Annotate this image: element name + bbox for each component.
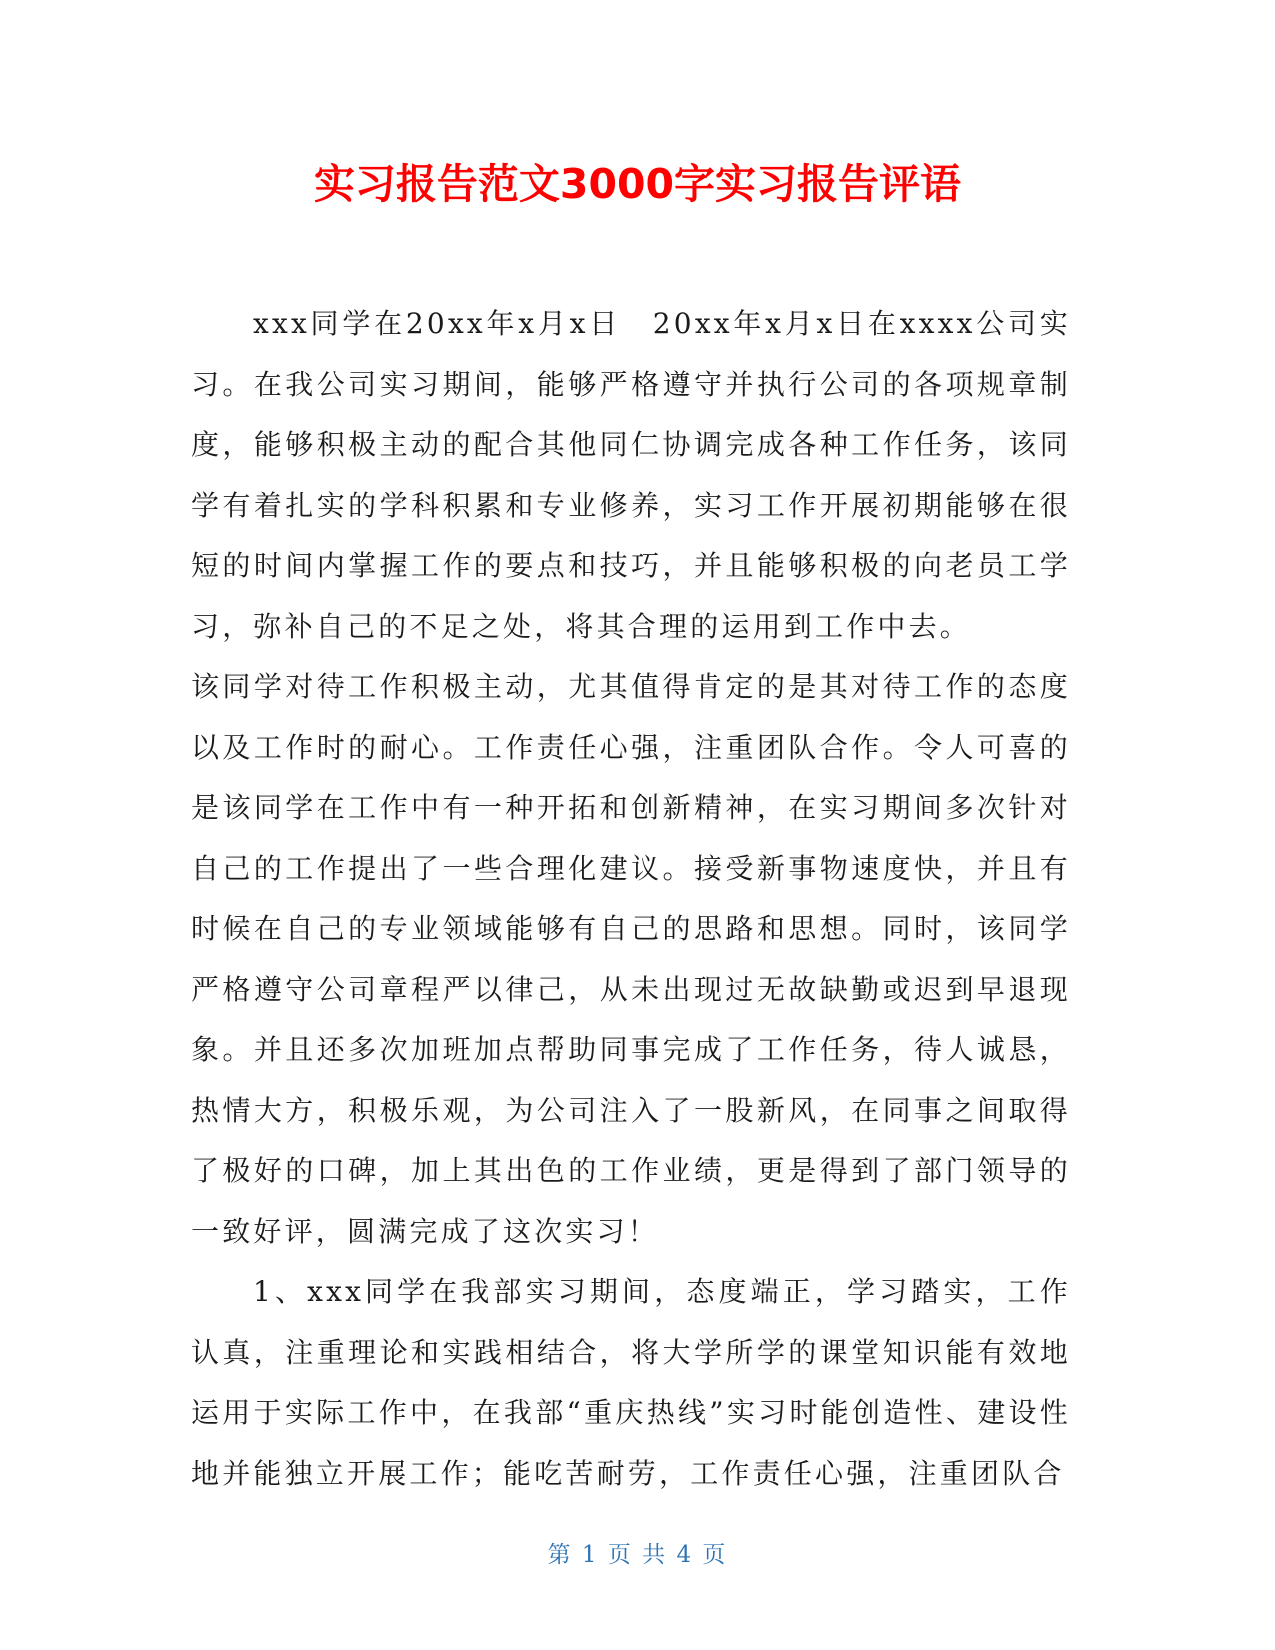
paragraph-1: xxx同学在20xx年x月x日 20xx年x月x日在xxxx公司实习。在我公司实习期间，能够严格遵守并执行公司的各项规章制度，能够积极主动的配合其他同仁协调完成各种工作任务，该同学有着扎实的学科积累和专业修养，实习工作开展初期能够在很短的时间内掌握工作的要点和技巧，并且能够积极的向老员工学习，弥补自己的不足之处，将其合理的运用到工作中去。 xyxy=(191,307,1071,643)
document-title: 实习报告范文3000字实习报告评语 xyxy=(313,160,962,208)
document-body xyxy=(191,294,1071,1504)
paragraph-3: 1、xxx同学在我部实习期间，态度端正，学习踏实，工作认真，注重理论和实践相结合，将大学所学的课堂知识能有效地运用于实际工作中，在我部“重庆热线”实习时能创造性、建设性地并能独立开展工作；能吃苦耐劳，工作责任心强，注重团队合 xyxy=(191,1275,1071,1490)
page-footer xyxy=(0,1540,1275,1570)
page-number-label: 第 1 页 共 4 页 xyxy=(547,1542,728,1568)
paragraph-2: 该同学对待工作积极主动，尤其值得肯定的是其对待工作的态度以及工作时的耐心。工作责任心强，注重团队合作。令人可喜的是该同学在工作中有一种开拓和创新精神，在实习期间多次针对自己的工作提出了一些合理化建议。接受新事物速度快，并且有时候在自己的专业领域能够有自己的思路和思想。同时，该同学严格遵守公司章程严以律己，从未出现过无故缺勤或迟到早退现象。并且还多次加班加点帮助同事完成了工作任务，待人诚恳，热情大方，积极乐观，为公司注入了一股新风，在同事之间取得了极好的口碑，加上其出色的工作业绩，更是得到了部门领导的一致好评，圆满完成了这次实习！ xyxy=(191,670,1071,1248)
